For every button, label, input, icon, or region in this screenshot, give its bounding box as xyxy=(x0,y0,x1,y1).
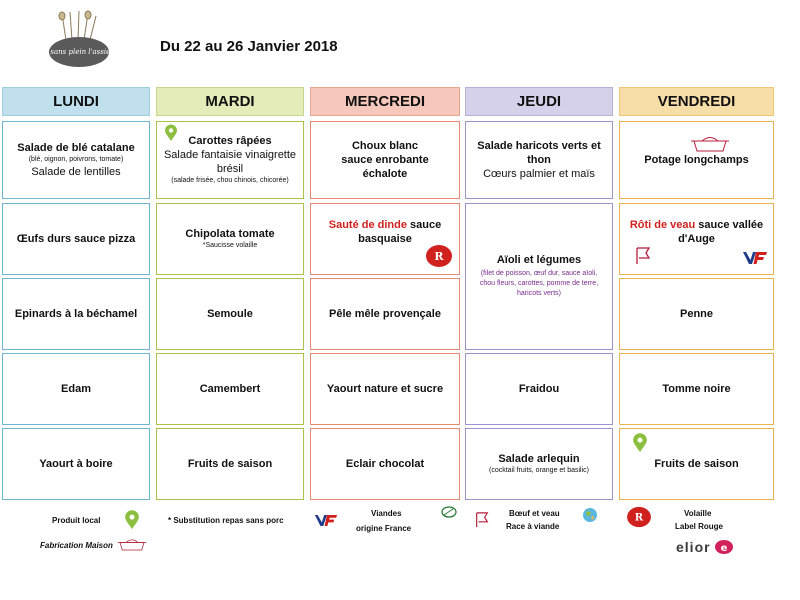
legend-volaille: Volaille xyxy=(684,509,712,518)
svg-text:e: e xyxy=(720,543,727,554)
legend-race-a-viande: Race à viande xyxy=(506,522,560,531)
mardi-fromage xyxy=(156,353,304,425)
dish-highlight: Sauté de dinde xyxy=(328,219,407,231)
dish-detail: (salade frisée, chou chinois, chicorée) xyxy=(171,177,289,184)
label-rouge-icon xyxy=(425,244,453,268)
header-lundi: LUNDI xyxy=(2,87,150,116)
legend-label-rouge: Label Rouge xyxy=(675,522,724,531)
dish-name: Salade de blé catalane xyxy=(17,142,135,154)
header-mercredi: MERCREDI xyxy=(310,87,460,116)
dish-name: Aïoli et légumes xyxy=(496,253,582,266)
dish-name: Salade de lentilles xyxy=(31,166,121,178)
mardi-dessert xyxy=(156,428,304,500)
dish-name: Eclair chocolat xyxy=(345,458,425,470)
elior-mark-icon xyxy=(714,539,734,555)
dish-name: Yaourt nature et sucre xyxy=(326,383,444,395)
location-pin-icon xyxy=(124,509,140,531)
globe-icon xyxy=(582,507,598,523)
dish-name: Salade haricots verts et thon xyxy=(477,140,601,166)
page-title: Du 22 au 26 Janvier 2018 xyxy=(160,38,338,55)
race-a-viande-icon xyxy=(634,246,652,266)
legend-boeuf-veau: Bœuf et veau xyxy=(509,509,560,518)
dish-name: Œufs durs sauce pizza xyxy=(16,233,136,245)
dish-name: Salade arlequin xyxy=(498,453,580,465)
jeudi-dessert xyxy=(465,428,613,500)
elior-logo xyxy=(676,539,734,555)
dish-highlight: Rôti de veau xyxy=(629,219,696,231)
dish-name: Fraidou xyxy=(518,383,560,395)
legend-viandes: Viandes xyxy=(371,509,402,518)
dish-detail: (cocktail fruits, orange et basilic) xyxy=(489,467,589,474)
dish-name xyxy=(626,218,767,246)
dish-name: Penne xyxy=(679,308,713,320)
elior-wordmark: elior xyxy=(676,539,711,555)
viande-francaise-icon xyxy=(742,250,768,266)
vendredi-fromage xyxy=(619,353,774,425)
dish-name: Edam xyxy=(61,383,91,395)
dish-detail: (blé, oignon, poivrons, tomate) xyxy=(28,156,124,163)
dish-name: Cœurs palmier et maïs xyxy=(483,168,595,180)
lundi-accompagnement xyxy=(2,278,150,350)
cooking-pot-icon xyxy=(117,536,147,552)
mercredi-fromage xyxy=(310,353,460,425)
dish-name: Fruits de saison xyxy=(654,458,739,470)
race-a-viande-icon xyxy=(474,510,490,530)
logo-text: Du sans plein l'assiette xyxy=(38,48,120,56)
dish-name-rest: sauce vallée d'Auge xyxy=(678,219,764,245)
dish-name: Camembert xyxy=(199,383,261,395)
legend-fabrication-maison: Fabrication Maison xyxy=(40,541,113,550)
mardi-plat xyxy=(156,203,304,275)
mercredi-accompagnement xyxy=(310,278,460,350)
dish-name: Tomme noire xyxy=(662,383,731,395)
brand-logo xyxy=(38,10,120,68)
mardi-accompagnement xyxy=(156,278,304,350)
lundi-dessert xyxy=(2,428,150,500)
mercredi-entree xyxy=(310,121,460,199)
jeudi-entree xyxy=(465,121,613,199)
dish-name: Chipolata tomate xyxy=(185,228,275,240)
jeudi-plat xyxy=(465,203,613,350)
jeudi-fromage xyxy=(465,353,613,425)
dish-name: Potage longchamps xyxy=(644,154,749,166)
location-pin-icon xyxy=(164,124,178,142)
mardi-entree xyxy=(156,121,304,199)
dish-name: Pêle mêle provençale xyxy=(329,308,441,320)
dish-name: Fruits de saison xyxy=(187,458,273,470)
dish-detail: (filet de poisson, œuf dur, sauce aïoli, chou fleurs, carottes, pomme de terre, haricots verts) xyxy=(479,269,599,297)
cooking-pot-icon xyxy=(690,133,730,153)
mercredi-dessert xyxy=(310,428,460,500)
dish-name: Semoule xyxy=(207,308,253,320)
dish-name: Epinards à la béchamel xyxy=(14,308,138,320)
dish-detail: *Saucisse volaille xyxy=(202,242,258,249)
legend-origine-france: origine France xyxy=(356,524,412,533)
leaf-icon xyxy=(441,505,457,519)
header-vendredi: VENDREDI xyxy=(619,87,774,116)
dish-name: Carottes râpées xyxy=(188,135,272,147)
vendredi-accompagnement xyxy=(619,278,774,350)
location-pin-icon xyxy=(632,432,648,454)
legend-produit-local: Produit local xyxy=(52,516,101,525)
lundi-entree xyxy=(2,121,150,199)
dish-name-rest: sauce basquaise xyxy=(358,219,442,245)
dish-name xyxy=(317,218,453,246)
dish-name: Choux blanc sauce enrobante échalote xyxy=(341,140,429,180)
header-jeudi: JEUDI xyxy=(465,87,613,116)
dish-name: Yaourt à boire xyxy=(39,458,113,470)
viande-francaise-icon xyxy=(314,513,338,528)
lundi-fromage xyxy=(2,353,150,425)
lundi-plat xyxy=(2,203,150,275)
label-rouge-icon xyxy=(624,506,654,528)
dish-name: Salade fantaisie vinaigrette brésil xyxy=(163,149,297,175)
svg-text:R: R xyxy=(434,250,444,263)
svg-text:R: R xyxy=(634,512,644,524)
header-mardi: MARDI xyxy=(156,87,304,116)
legend-substitution: * Substitution repas sans porc xyxy=(168,516,284,525)
